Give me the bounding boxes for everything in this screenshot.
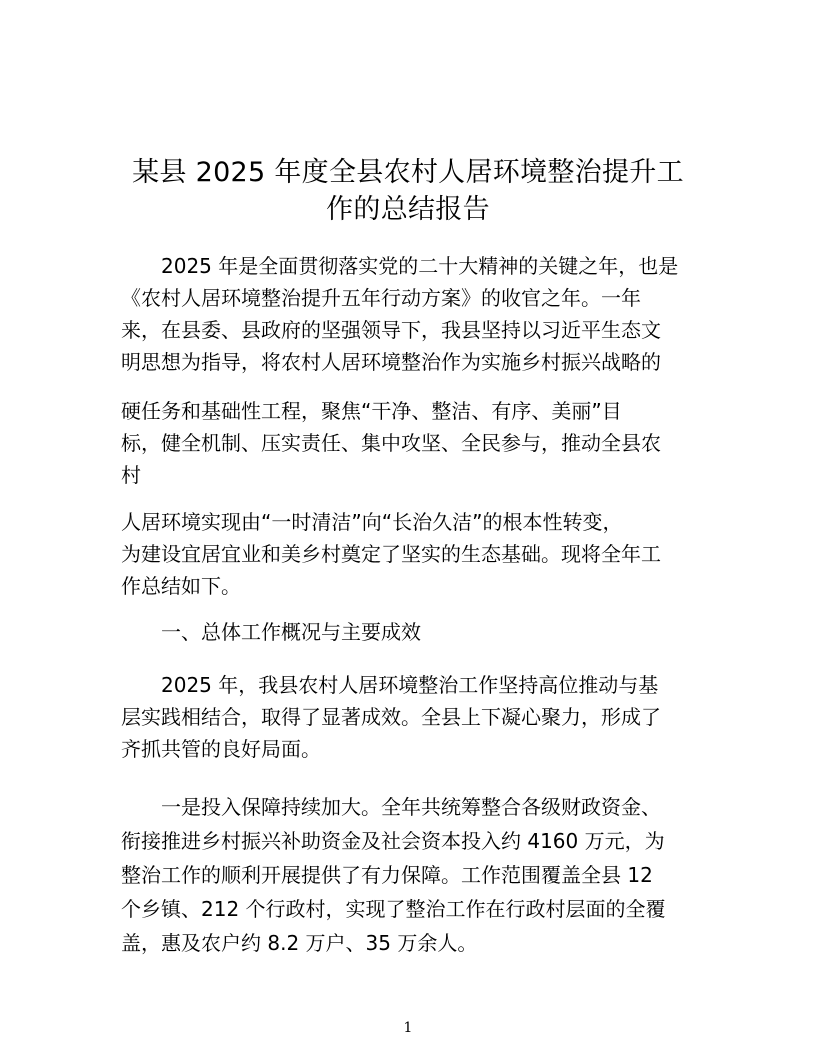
heading-line: 一、总体工作概况与主要成效 (161, 620, 421, 644)
title-line: 作的总结报告 (326, 194, 490, 225)
body-paragraph (121, 250, 696, 378)
paragraph-line: 整治工作的顺利开展提供了有力保障。工作范围覆盖全县 12 (121, 863, 653, 887)
body-paragraph (121, 395, 696, 491)
paragraph-line: 作总结如下。 (121, 574, 241, 598)
paragraph-line: 个乡镇、212 个行政村，实现了整治工作在行政村层面的全覆 (121, 897, 666, 921)
paragraph-line: 2025 年，我县农村人居环境整治工作坚持高位推动与基 (161, 673, 659, 697)
paragraph-line: 层实践相结合，取得了显著成效。全县上下凝心聚力，形成了 (121, 705, 661, 729)
section-heading (121, 616, 696, 648)
body-paragraph (121, 506, 696, 602)
paragraph-line: 衔接推进乡村振兴补助资金及社会资本投入约 4160 万元，为 (121, 829, 665, 853)
paragraph-line: 标，健全机制、压实责任、集中攻坚、全民参与，推动全县农 (121, 431, 661, 455)
paragraph-line: 2025 年是全面贯彻落实党的二十大精神的关键之年，也是 (161, 254, 679, 278)
paragraph-line: 硬任务和基础性工程，聚焦“干净、整洁、有序、美丽”目 (121, 399, 622, 423)
paragraph-line: 《农村人居环境整治提升五年行动方案》的收官之年。一年 (121, 286, 641, 310)
paragraph-line: 齐抓共管的良好局面。 (121, 737, 321, 761)
title-line: 某县 2025 年度全县农村人居环境整治提升工 (132, 157, 684, 188)
paragraph-line: 一是投入保障持续加大。全年共统筹整合各级财政资金、 (161, 795, 661, 819)
document-title (120, 154, 696, 228)
page-number: 1 (403, 1020, 413, 1036)
paragraph-line: 来，在县委、县政府的坚强领导下，我县坚持以习近平生态文 (121, 318, 661, 342)
paragraph-line: 人居环境实现由“一时清洁”向“长治久洁”的根本性转变， (121, 510, 623, 534)
body-paragraph (121, 669, 696, 765)
paragraph-line: 为建设宜居宜业和美乡村奠定了坚实的生态基础。现将全年工 (121, 542, 661, 566)
paragraph-line: 明思想为指导，将农村人居环境整治作为实施乡村振兴战略的 (121, 350, 661, 374)
body-paragraph (121, 790, 696, 960)
paragraph-line: 盖，惠及农户约 8.2 万户、35 万余人。 (121, 931, 478, 955)
paragraph-line: 村 (121, 463, 141, 487)
